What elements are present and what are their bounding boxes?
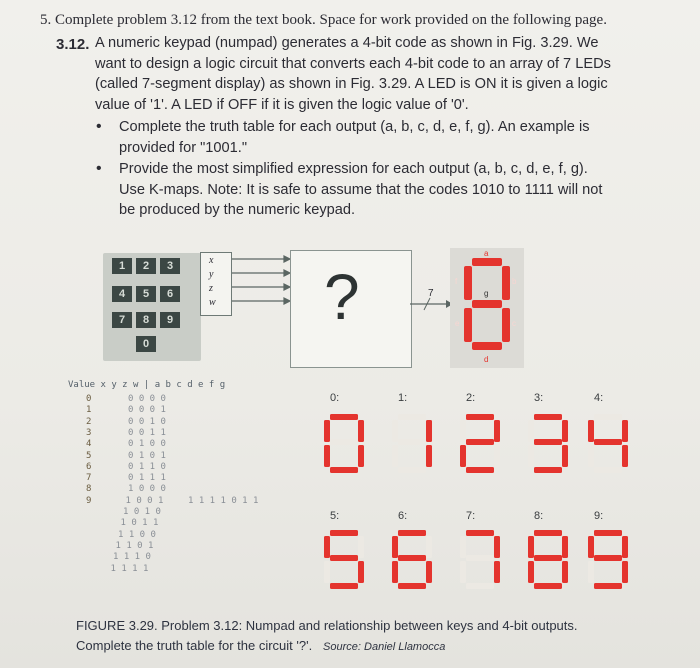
figure-caption-2 (76, 638, 445, 653)
segment-a (466, 414, 494, 420)
question-mark: ? (324, 261, 360, 333)
segment-b (562, 536, 568, 558)
segment-f (528, 536, 534, 558)
paragraph-line: A numeric keypad (numpad) generates a 4-bit code as shown in Fig. 3.29. We (95, 35, 599, 51)
segment-a (330, 414, 358, 420)
segment-c (622, 561, 628, 583)
segment-d (398, 467, 426, 473)
digit-4 (588, 414, 628, 481)
row-value: 3 (86, 427, 92, 438)
segment-b (358, 536, 364, 558)
segment-d (330, 583, 358, 589)
segment-f (392, 536, 398, 558)
code-label-w: w (209, 297, 216, 308)
digit-label-0: 0: (330, 392, 340, 404)
segment-e (392, 561, 398, 583)
digit-8 (528, 530, 568, 597)
row-code: 1 1 1 1 (110, 563, 149, 574)
key-4: 4 (112, 286, 132, 302)
segment-g (466, 439, 494, 445)
segment-a (398, 530, 426, 536)
segment-g (330, 555, 358, 561)
segment-a (594, 414, 622, 420)
segment-a (534, 530, 562, 536)
segment-d (466, 467, 494, 473)
segment-f (324, 536, 330, 558)
digit-label-3: 3: (534, 392, 544, 404)
problem-paragraph (95, 33, 611, 115)
segment-c (494, 445, 500, 467)
code-label-y: y (209, 269, 214, 280)
key-1: 1 (112, 258, 132, 274)
truth-table-header: Value x y z w | a b c d e f g (68, 380, 226, 390)
digit-label-9: 9: (594, 510, 604, 522)
segment-label-g: g (484, 289, 489, 298)
segment-c (358, 445, 364, 467)
segment-label-e: e (455, 319, 460, 328)
digit-label-1: 1: (398, 392, 408, 404)
segment-b (622, 420, 628, 442)
digit-1 (392, 414, 432, 481)
key-2: 2 (136, 258, 156, 274)
segment-f (324, 420, 330, 442)
row-code: 1 1 1 0 (113, 552, 151, 563)
code-label-x: x (209, 255, 214, 266)
segment-d (534, 583, 562, 589)
paragraph-line: value of '1'. A LED if OFF if it is given the logic value of '0'. (95, 96, 469, 113)
row-value: 6 (86, 461, 92, 472)
key-3: 3 (160, 258, 180, 274)
caption-source: Source: Daniel Llamocca (323, 641, 446, 653)
segment-e (324, 445, 330, 467)
segment-label-f: f (455, 277, 458, 286)
bullet-dot: • (96, 160, 102, 177)
row-code: 0 0 1 1 (128, 427, 166, 438)
digit-5 (324, 530, 364, 597)
bullet-line: Use K-maps. Note: It is safe to assume that the codes 1010 to 1111 will not (119, 181, 603, 198)
row-code: 1 0 0 0 (128, 484, 166, 495)
segment-d (534, 467, 562, 473)
segment-g (398, 555, 426, 561)
row-value: 0 (86, 394, 92, 404)
row-code: 0 0 1 0 (128, 416, 166, 427)
code-label-z: z (209, 283, 213, 294)
segment-label-b: b (512, 277, 517, 286)
segment-d (594, 583, 622, 589)
segment-b (358, 420, 364, 442)
digit-2 (460, 414, 500, 481)
segment-a (594, 530, 622, 536)
row-output-example: 1 1 1 1 0 1 1 (188, 495, 259, 506)
segment-e (392, 445, 398, 467)
bullet-line: provided for "1001." (119, 139, 248, 156)
row-value: 5 (86, 450, 92, 461)
segment-f (460, 536, 466, 558)
segment-a (330, 530, 358, 536)
row-code: 1 1 0 1 (115, 540, 154, 551)
bullet-line: be produced by the numeric keypad. (119, 202, 356, 218)
bullet-line: Provide the most simplified expression for each output (a, b, c, d, e, f, g). (119, 161, 588, 177)
segment-label-c: c (512, 319, 516, 328)
code-output-box (200, 252, 232, 316)
segment-f (588, 536, 594, 558)
segment-label-d: d (484, 355, 489, 364)
key-0: 0 (136, 336, 156, 352)
caption-line-1: FIGURE 3.29. Problem 3.12: Numpad and relationship between keys and 4-bit outputs. (76, 618, 578, 633)
row-value: 8 (86, 484, 92, 495)
segment-d (398, 583, 426, 589)
segment-e (588, 561, 594, 583)
segment-c (358, 561, 364, 583)
segment-c (562, 445, 568, 467)
row-value: 9 (86, 495, 92, 506)
key-8: 8 (136, 312, 156, 328)
segment-e (528, 561, 534, 583)
row-value: 7 (86, 473, 92, 484)
segment-d (594, 467, 622, 473)
segment-f (392, 420, 398, 442)
bullet-text-2 (119, 159, 602, 221)
digit-label-7: 7: (466, 510, 476, 522)
row-code: 1 0 1 1 (120, 518, 159, 529)
key-5: 5 (136, 286, 156, 302)
segment-g (594, 439, 622, 445)
segment-a (398, 414, 426, 420)
bullet-text-1 (119, 117, 590, 158)
row-code: 0 1 0 0 (128, 439, 166, 450)
row-code: 0 1 1 1 (128, 473, 166, 484)
segment-g (466, 555, 494, 561)
digit-0 (324, 414, 364, 481)
segment-b (562, 420, 568, 442)
segment-b (426, 420, 432, 442)
row-code: 1 0 0 1 (125, 495, 164, 506)
segment-c (426, 561, 432, 583)
figure-caption (76, 618, 578, 633)
segment-c (494, 561, 500, 583)
segment-label-a: a (484, 249, 489, 258)
segment-g (398, 439, 426, 445)
segment-a (534, 414, 562, 420)
row-code: 0 1 1 0 (128, 461, 166, 472)
row-value: 4 (86, 439, 92, 450)
segment-f (460, 420, 466, 442)
paragraph-line: (called 7-segment display) as shown in Fig. 3.29. A LED is ON it is given a logic (95, 76, 608, 92)
seven-segment-display (450, 248, 524, 368)
segment-d (466, 583, 494, 589)
bus-width-label: 7 (428, 288, 434, 299)
digit-label-4: 4: (594, 392, 604, 404)
segment-e (460, 445, 466, 467)
row-code: 0 1 0 1 (128, 450, 166, 461)
segment-a (466, 530, 494, 536)
segment-b (494, 536, 500, 558)
segment-c (562, 561, 568, 583)
problem-instruction: 5. Complete problem 3.12 from the text book. Space for work provided on the following page. (40, 12, 607, 28)
row-code: 1 1 0 0 (118, 529, 156, 540)
figure-3-29 (68, 240, 632, 600)
problem-number: 3.12. (56, 36, 90, 53)
segment-c (426, 445, 432, 467)
bullet-dot: • (96, 118, 102, 135)
segment-e (324, 561, 330, 583)
segment-e (588, 445, 594, 467)
paragraph-line: want to design a logic circuit that converts each 4-bit code to an array of 7 LEDs (95, 55, 611, 72)
digit-label-5: 5: (330, 510, 340, 522)
segment-b (494, 420, 500, 442)
segment-e (528, 445, 534, 467)
segment-g (534, 555, 562, 561)
segment-b (622, 536, 628, 558)
digit-3 (528, 414, 568, 481)
segment-c (622, 445, 628, 467)
key-7: 7 (112, 312, 132, 328)
row-value: 2 (86, 416, 92, 427)
digit-label-6: 6: (398, 510, 408, 522)
row-code: 0 0 0 0 (128, 394, 166, 404)
caption-line-2: Complete the truth table for the circuit '?'. (76, 638, 313, 653)
digit-9 (588, 530, 628, 597)
key-9: 9 (160, 312, 180, 328)
digit-label-2: 2: (466, 392, 476, 404)
segment-f (588, 420, 594, 442)
key-6: 6 (160, 286, 180, 302)
row-code: 1 0 1 0 (123, 507, 161, 517)
segment-e (460, 561, 466, 583)
segment-g (594, 555, 622, 561)
bullet-line: Complete the truth table for each output (a, b, c, d, e, f, g). An example is (119, 119, 590, 135)
segment-f (528, 420, 534, 442)
digit-7 (460, 530, 500, 597)
digit-label-8: 8: (534, 510, 544, 522)
segment-b (426, 536, 432, 558)
digit-6 (392, 530, 432, 597)
segment-d (330, 467, 358, 473)
row-value: 1 (86, 405, 92, 416)
row-code: 0 0 0 1 (128, 405, 166, 416)
segment-g (330, 439, 358, 445)
segment-g (534, 439, 562, 445)
